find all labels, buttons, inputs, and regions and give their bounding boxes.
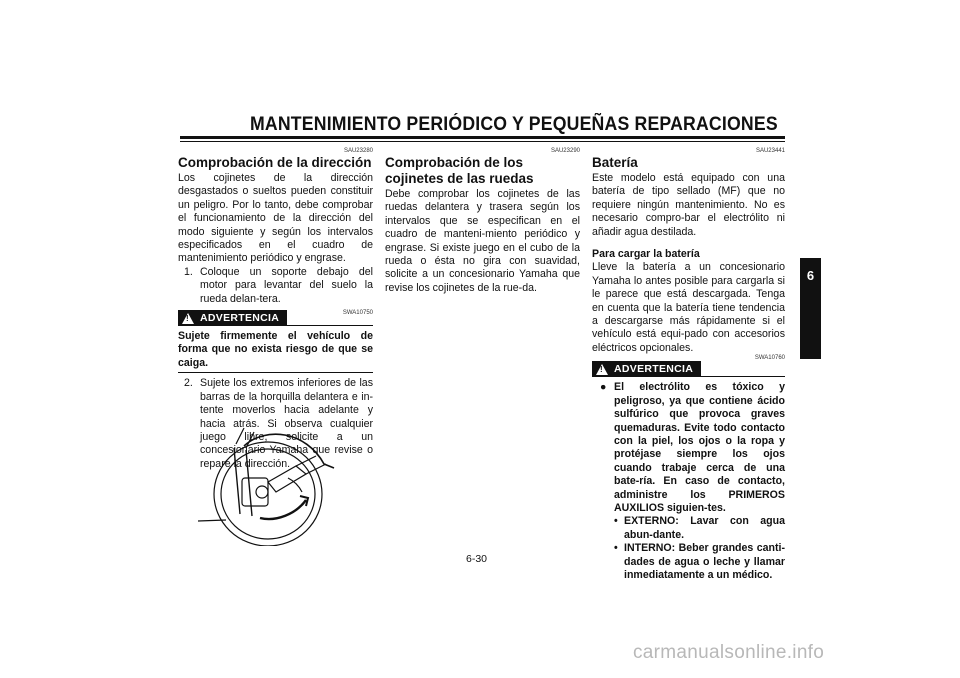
warning-text: Sujete firmemente el vehículo de forma que no exista riesgo de que se caiga. <box>178 330 373 369</box>
section-code: SAU23441 <box>755 148 785 154</box>
step-number: 1. <box>184 265 193 278</box>
bullet-icon: • <box>614 542 618 555</box>
warning-code: SWA10750 <box>342 310 373 317</box>
page-header-title: MANTENIMIENTO PERIÓDICO Y PEQUEÑAS REPARACIONES <box>250 114 778 135</box>
warning-triangle-icon: ! <box>596 364 608 375</box>
warning-rule <box>701 376 785 377</box>
warning-label: ADVERTENCIA <box>200 312 280 325</box>
bearings-body: Debe comprobar los cojinetes de las ruedas delantera y trasera según los intervalos que se especifican en el cuadro de manteni-miento periódico y engrase. Si existe juego en el cubo de la rueda o ésta no gira con suavidad, solicite a un concesionario Yamaha que revise los cojinetes de la rue-da. <box>385 188 580 294</box>
chapter-tab: 6 <box>800 258 821 359</box>
step-number: 2. <box>184 377 193 390</box>
warning-bullet-text: El electrólito es tóxico y peligroso, ya que contiene ácido sulfúrico que provoca graves quemaduras. Evite todo contacto con la piel, los ojos o la ropa y protéjase siempre los ojos cuando trabaje cerca de una bate-ría. En caso de contacto, administre los PRIMEROS AUXILIOS siguien-tes. <box>614 381 785 514</box>
column-steering <box>178 148 373 471</box>
first-aid-item <box>592 515 785 542</box>
charging-subtitle: Para cargar la batería <box>592 248 700 261</box>
warning-rule <box>287 325 373 326</box>
warning-badge <box>178 310 287 326</box>
step-item <box>178 266 373 306</box>
header-rule-thin <box>180 141 785 142</box>
column-battery <box>592 148 785 582</box>
warning-badge <box>592 361 701 377</box>
section-code: SAU23290 <box>550 148 580 154</box>
step-text: Coloque un soporte debajo del motor para levantar del suelo la rueda delan-tera. <box>200 265 373 305</box>
header-rule <box>180 136 785 139</box>
bullet-icon: • <box>614 515 618 528</box>
first-aid-item <box>592 542 785 582</box>
step-text: Sujete los extremos inferiores de las barras de la horquilla delantera e in-tente moverlos hacia adelante y hacia atrás. Si observa cualquier juego libre, solicite a un concesionario Yamaha que revise o repare la dirección. <box>200 377 373 470</box>
section-code: SAU23280 <box>343 148 373 154</box>
warning-label: ADVERTENCIA <box>614 363 694 376</box>
warning-header <box>592 355 785 377</box>
first-aid-text: EXTERNO: Lavar con agua abun-dante. <box>624 515 785 541</box>
section-title-bearings: Comprobación de los cojinetes de las ruedas <box>385 155 534 186</box>
battery-intro: Este modelo está equipado con una batería de tipo sellado (MF) que no requiere ningún mantenimiento. No es necesario compro-bar el electrólito ni añadir agua destilada. <box>592 172 785 238</box>
warning-code: SWA10760 <box>754 355 785 362</box>
warning-bottom-rule <box>178 372 373 373</box>
bullet-dot-icon: ● <box>600 381 607 394</box>
section-title-steering: Comprobación de la dirección <box>178 155 372 170</box>
page-number: 6-30 <box>466 553 488 565</box>
first-aid-text: INTERNO: Beber grandes canti-dades de agua o leche y llamar inmediatamente a un médico. <box>624 542 785 581</box>
charging-body: Lleve la batería a un concesionario Yamaha lo antes posible para cargarla si le parece que está descargada. Tenga en cuenta que la batería tiene tendencia a descargarse más rápidamente si el vehículo está equi-pado con accesorios eléctricos opcionales. <box>592 261 785 354</box>
fork-wheel-illustration <box>196 426 356 546</box>
warning-header <box>178 310 373 326</box>
warning-triangle-icon: ! <box>182 313 194 324</box>
watermark: carmanualsonline.info <box>633 642 825 663</box>
warning-bullet <box>592 381 785 515</box>
column-wheel-bearings <box>385 148 580 295</box>
section-title-battery: Batería <box>592 155 638 170</box>
steering-intro: Los cojinetes de la dirección desgastados o sueltos pueden constituir un peligro. Por lo tanto, debe comprobar el funcionamiento de la dirección del modo siguiente y según los intervalos especificados en el cuadro de mantenimiento periódico y engrase. <box>178 172 373 265</box>
